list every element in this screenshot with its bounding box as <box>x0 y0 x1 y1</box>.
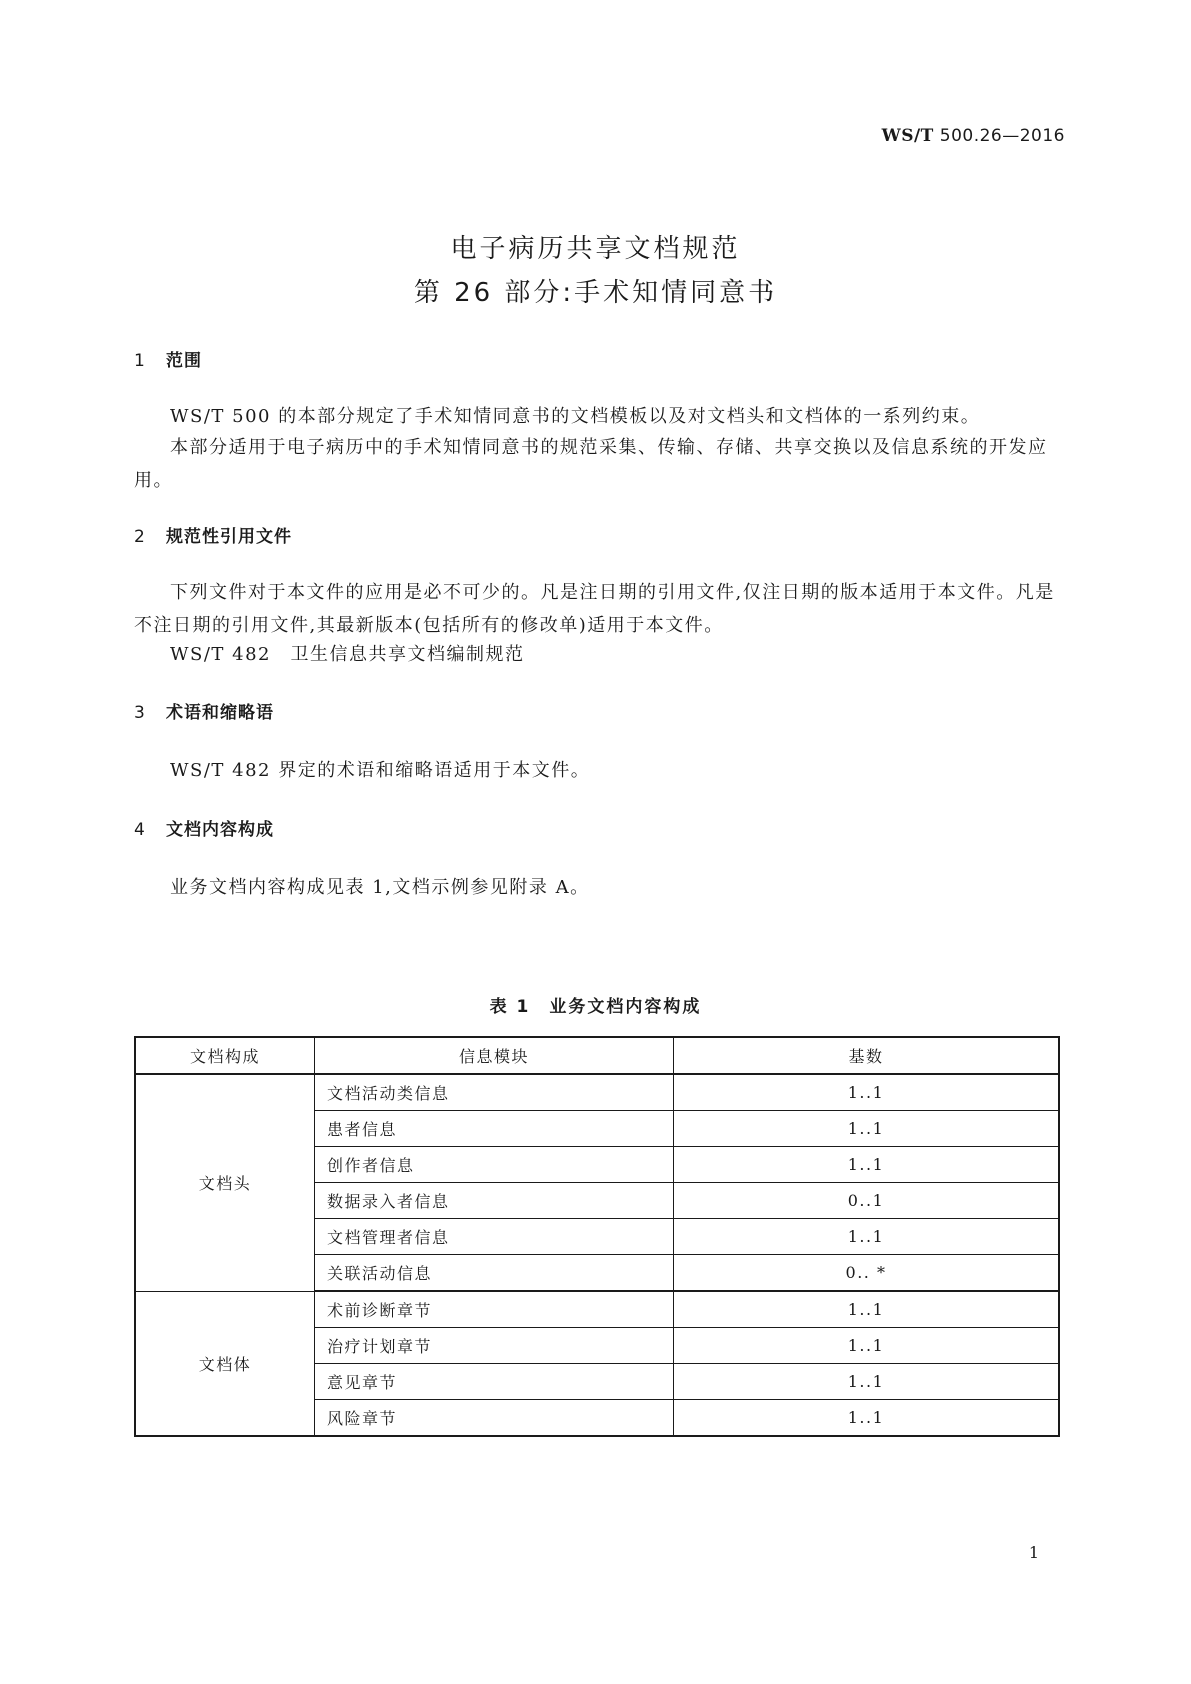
scope-paragraph-1: WS/T 500 的本部分规定了手术知情同意书的文档模板以及对文档头和文档体的一系列约束。 <box>170 406 981 427</box>
section-title: 规范性引用文件 <box>166 527 292 547</box>
cardinality-cell: 1..1 <box>674 1219 1060 1255</box>
module-cell: 文档管理者信息 <box>315 1219 674 1255</box>
cardinality-cell: 1..1 <box>674 1291 1060 1328</box>
module-cell: 意见章节 <box>315 1364 674 1400</box>
module-cell: 数据录入者信息 <box>315 1183 674 1219</box>
module-cell: 风险章节 <box>315 1400 674 1437</box>
references-paragraph: 下列文件对于本文件的应用是必不可少的。凡是注日期的引用文件,仅注日期的版本适用于本文件。凡是不注日期的引用文件,其最新版本(包括所有的修改单)适用于本文件。 <box>134 582 1055 636</box>
section-heading-content-composition <box>134 815 274 840</box>
document-subtitle: 第 26 部分:手术知情同意书 <box>413 278 778 308</box>
cardinality-cell: 1..1 <box>674 1147 1060 1183</box>
group-cell: 文档头 <box>135 1074 315 1291</box>
module-cell: 治疗计划章节 <box>315 1328 674 1364</box>
scope-paragraph-2: 本部分适用于电子病历中的手术知情同意书的规范采集、传输、存储、共享交换以及信息系统的开发应用。 <box>134 437 1048 491</box>
section-title: 术语和缩略语 <box>166 703 274 723</box>
table-group-body <box>135 1291 1059 1436</box>
group-cell: 文档体 <box>135 1291 315 1436</box>
terms-paragraph: WS/T 482 界定的术语和缩略语适用于本文件。 <box>170 760 591 781</box>
table-header-row <box>135 1037 1059 1074</box>
document-title: 电子病历共享文档规范 <box>450 234 741 264</box>
section-heading-scope <box>134 346 202 371</box>
table-caption: 表 1 业务文档内容构成 <box>489 997 702 1017</box>
module-cell: 关联活动信息 <box>315 1255 674 1292</box>
section-heading-normative-references <box>134 522 292 547</box>
standard-prefix: WS/T <box>881 126 934 146</box>
cardinality-cell: 1..1 <box>674 1328 1060 1364</box>
cardinality-cell: 1..1 <box>674 1364 1060 1400</box>
table-group-header <box>135 1074 1059 1291</box>
cardinality-cell: 0.. * <box>674 1255 1060 1292</box>
module-cell: 术前诊断章节 <box>315 1291 674 1328</box>
table-row <box>135 1291 1059 1328</box>
cardinality-cell: 1..1 <box>674 1074 1060 1111</box>
composition-paragraph: 业务文档内容构成见表 1,文档示例参见附录 A。 <box>170 877 590 898</box>
module-cell: 创作者信息 <box>315 1147 674 1183</box>
section-number: 3 <box>134 703 146 723</box>
column-header: 文档构成 <box>135 1037 315 1074</box>
cardinality-cell: 1..1 <box>674 1111 1060 1147</box>
column-header: 信息模块 <box>315 1037 674 1074</box>
module-cell: 患者信息 <box>315 1111 674 1147</box>
module-cell: 文档活动类信息 <box>315 1074 674 1111</box>
standard-code <box>882 126 1065 146</box>
standard-number: 500.26—2016 <box>939 126 1065 146</box>
page-number: 1 <box>1028 1543 1039 1562</box>
section-number: 1 <box>134 351 146 371</box>
section-number: 4 <box>134 820 146 840</box>
cardinality-cell: 0..1 <box>674 1183 1060 1219</box>
column-header: 基数 <box>674 1037 1060 1074</box>
section-title: 范围 <box>166 351 202 371</box>
cardinality-cell: 1..1 <box>674 1400 1060 1437</box>
table-row <box>135 1074 1059 1111</box>
section-title: 文档内容构成 <box>166 820 274 840</box>
section-heading-terms <box>134 698 274 723</box>
content-table <box>134 1036 1060 1437</box>
section-number: 2 <box>134 527 146 547</box>
reference-item: WS/T 482 卫生信息共享文档编制规范 <box>170 644 525 665</box>
